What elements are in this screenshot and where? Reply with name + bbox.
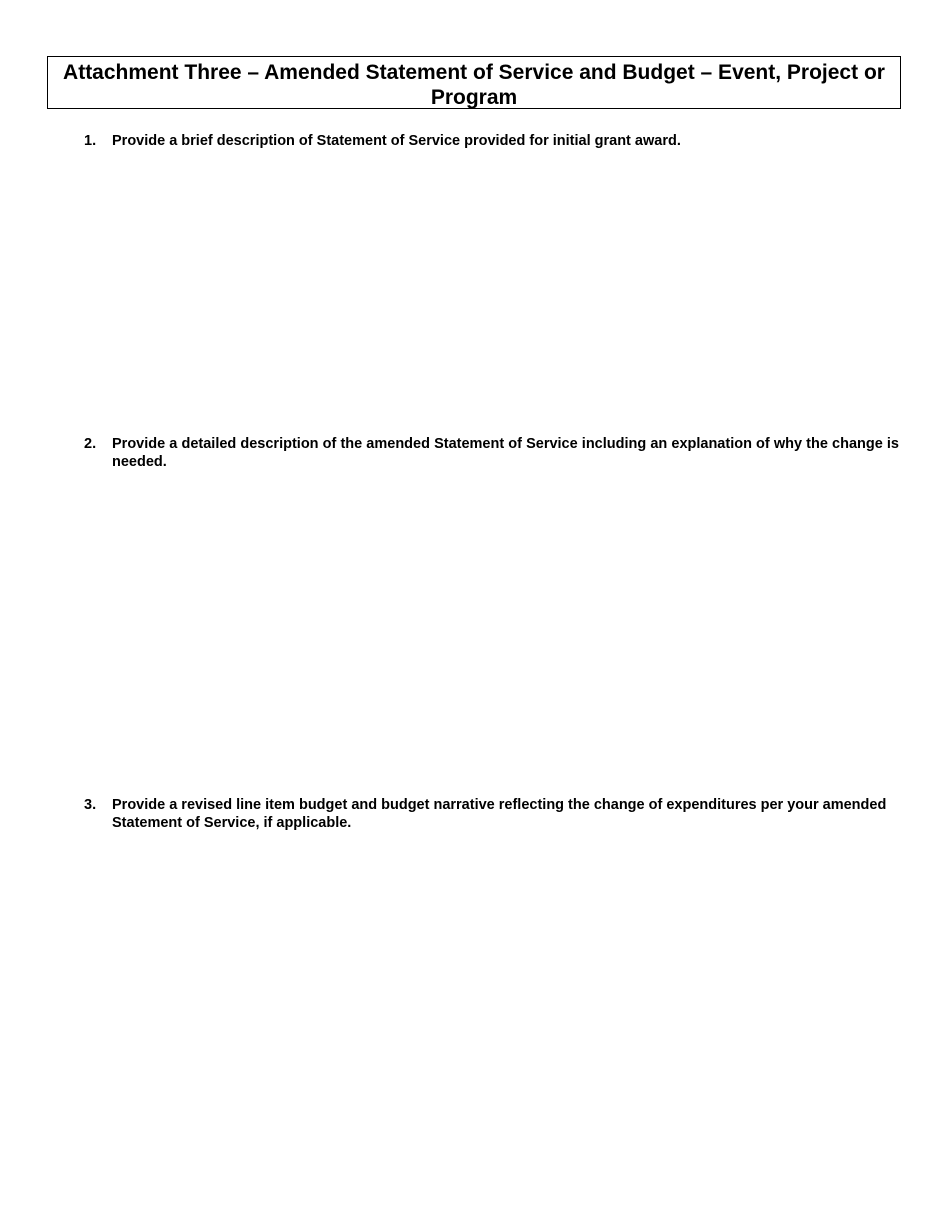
question-text: Provide a detailed description of the amended Statement of Service including an explanation of why the change is needed. — [112, 436, 899, 470]
question-3 — [84, 796, 899, 832]
question-text: Provide a revised line item budget and budget narrative reflecting the change of expenditures per your amended Statement of Service, if applicable. — [112, 797, 887, 831]
question-text: Provide a brief description of Statement of Service provided for initial grant award. — [112, 133, 681, 149]
question-number: 2. — [84, 436, 97, 452]
question-number: 3. — [84, 797, 97, 813]
question-number: 1. — [84, 133, 97, 149]
question-1 — [84, 132, 899, 150]
page-title: Attachment Three – Amended Statement of Service and Budget – Event, Project or Program — [47, 56, 901, 109]
question-2 — [84, 435, 899, 471]
